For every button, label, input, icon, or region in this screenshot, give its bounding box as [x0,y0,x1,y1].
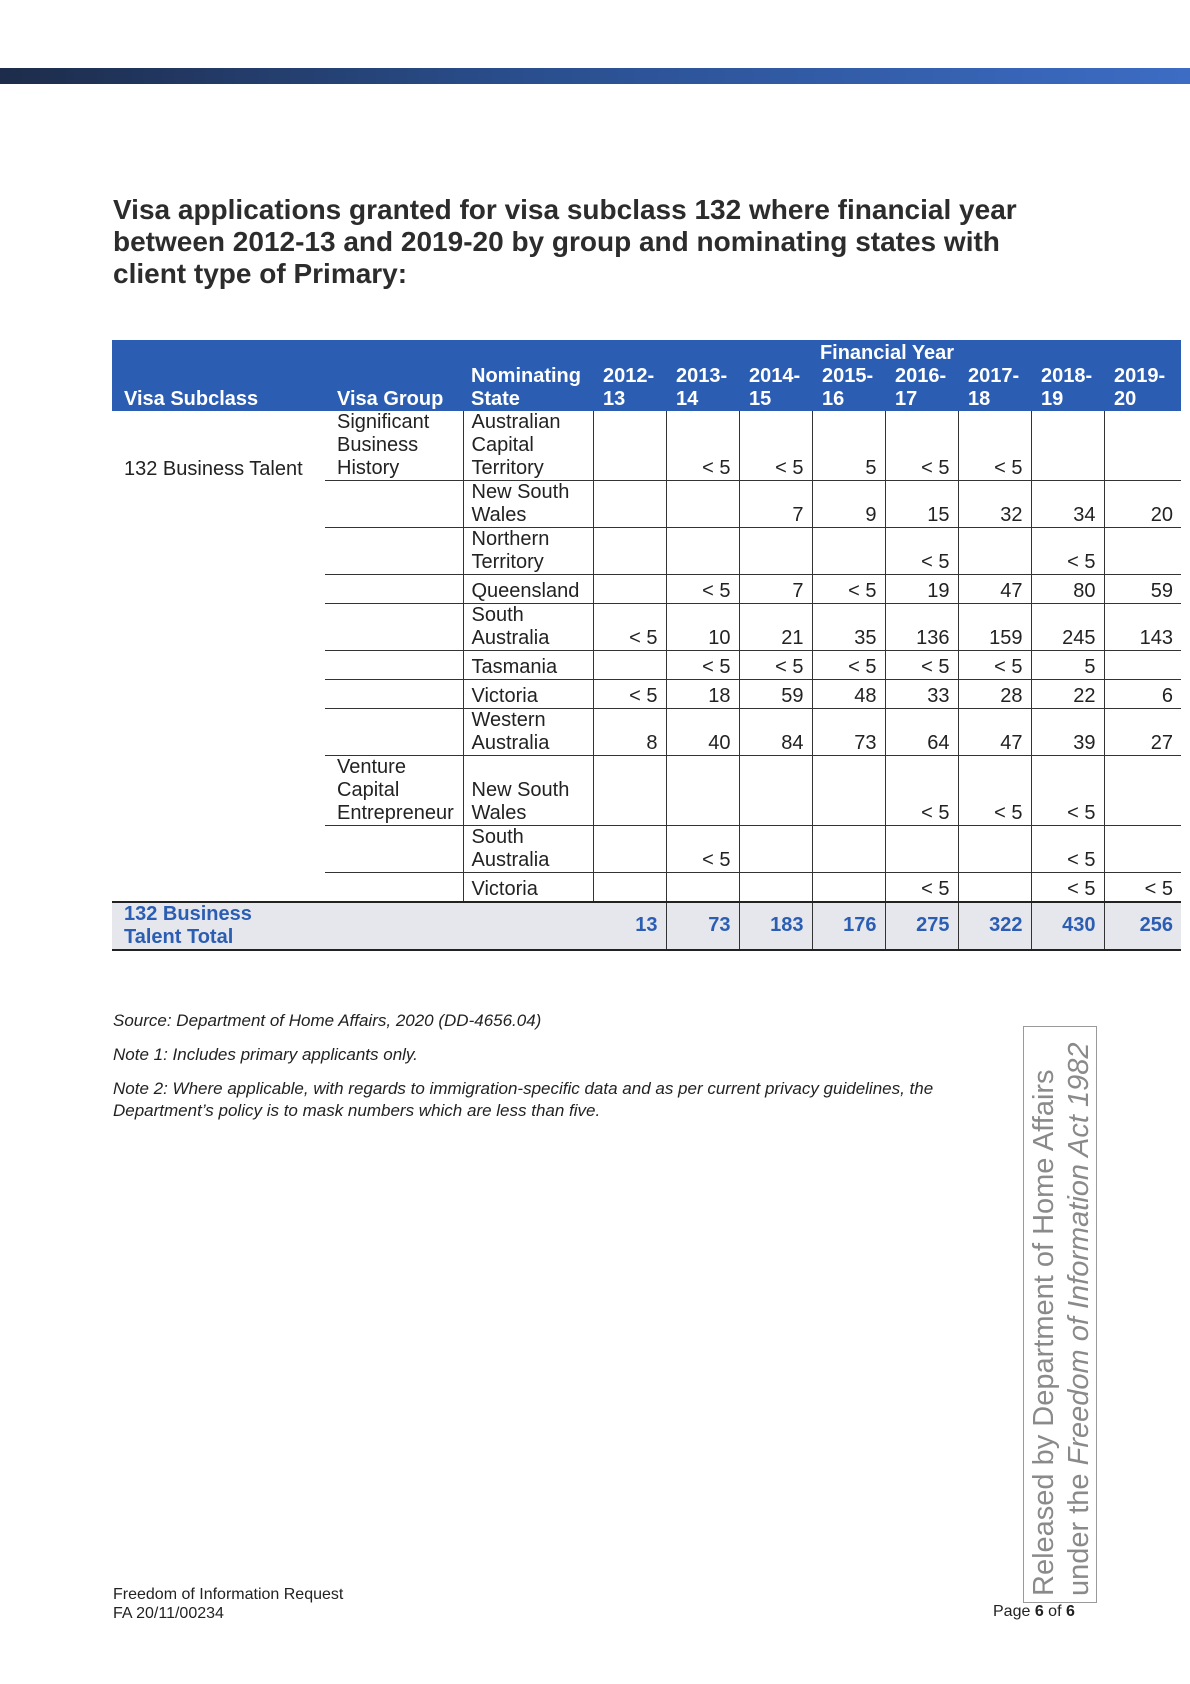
value-cell: 80 [1031,575,1104,604]
value-cell [593,411,666,481]
value-cell: 40 [666,709,739,756]
table-row [112,826,1181,873]
value-cell: 245 [1031,604,1104,651]
total-label-text: 132 Business Talent Total [124,902,252,948]
value-cell: 7 [739,481,812,528]
value-cell [812,756,885,826]
year-header: 2019-20 [1104,365,1181,411]
value-cell [958,528,1031,575]
value-cell: 9 [812,481,885,528]
value-cell: 21 [739,604,812,651]
value-cell [1104,528,1181,575]
visa-group-cell: Significant Business History [325,411,463,481]
total-value-cell: 73 [666,902,739,950]
total-value-cell: 183 [739,902,812,950]
year-header: 2012-13 [593,365,666,411]
value-cell [739,756,812,826]
value-cell: < 5 [958,756,1031,826]
value-cell [812,826,885,873]
nominating-state-cell: Australian Capital Territory [463,411,593,481]
value-cell [958,873,1031,902]
nominating-state-cell: Queensland [463,575,593,604]
value-cell: < 5 [1031,873,1104,902]
value-cell: < 5 [885,756,958,826]
value-cell [958,826,1031,873]
total-value-cell: 430 [1031,902,1104,950]
note-1: Note 1: Includes primary applicants only. [113,1045,418,1064]
year-header: 2017-18 [958,365,1031,411]
value-cell [666,756,739,826]
nominating-state-cell: Victoria [463,680,593,709]
value-cell: 15 [885,481,958,528]
value-cell: < 5 [666,411,739,481]
visa-subclass-cell [112,756,325,826]
value-cell: < 5 [885,651,958,680]
value-cell: < 5 [739,651,812,680]
total-row [112,902,1181,950]
value-cell [739,873,812,902]
value-cell [1104,756,1181,826]
value-cell: < 5 [666,651,739,680]
total-value-cell: 256 [1104,902,1181,950]
note-2: Note 2: Where applicable, with regards to immigration-specific data and as per current privacy guidelines, the Department’s policy is to mask numbers which are less than five. [113,1079,934,1120]
top-banner-bar [0,68,1190,84]
value-cell [1104,411,1181,481]
table-row [112,411,1181,481]
total-label [112,902,593,950]
visa-subclass-cell [112,873,325,902]
nominating-state-cell: Western Australia [463,709,593,756]
value-cell [812,873,885,902]
value-cell: < 5 [885,873,958,902]
value-cell: 48 [812,680,885,709]
value-cell: 27 [1104,709,1181,756]
value-cell: < 5 [958,651,1031,680]
visa-subclass-cell [112,575,325,604]
nominating-state-cell: Tasmania [463,651,593,680]
value-cell: 28 [958,680,1031,709]
value-cell: 34 [1031,481,1104,528]
visa-subclass-cell [112,528,325,575]
visa-group-cell [325,528,463,575]
value-cell: < 5 [1031,756,1104,826]
visa-group-cell [325,651,463,680]
value-cell: 47 [958,709,1031,756]
value-cell: 136 [885,604,958,651]
visa-group-cell [325,575,463,604]
total-value-cell: 13 [593,902,666,950]
page-heading: Visa applications granted for visa subclass 132 where financial year between 2012-13 and 2019-20 by group and nominating states with client type of Primary: [113,194,1017,289]
footer-request-number: FA 20/11/00234 [113,1605,224,1622]
value-cell: 18 [666,680,739,709]
visa-group-header: Visa Group [325,365,463,411]
value-cell: 59 [739,680,812,709]
visa-grants-table [112,340,1181,951]
value-cell [1031,411,1104,481]
value-cell: 35 [812,604,885,651]
value-cell: 32 [958,481,1031,528]
value-cell: 73 [812,709,885,756]
value-cell [1104,826,1181,873]
value-cell [593,481,666,528]
value-cell [593,528,666,575]
value-cell: < 5 [1031,826,1104,873]
financial-year-header: Financial Year [593,340,1181,365]
nominating-state-cell: Northern Territory [463,528,593,575]
value-cell: 20 [1104,481,1181,528]
table-row [112,873,1181,902]
value-cell: 8 [593,709,666,756]
visa-subclass-header: Visa Subclass [112,365,325,411]
value-cell: < 5 [739,411,812,481]
nominating-state-header: Nominating State [463,365,593,411]
year-header: 2014-15 [739,365,812,411]
value-cell: < 5 [666,826,739,873]
table-row [112,528,1181,575]
value-cell: < 5 [593,680,666,709]
value-cell: < 5 [812,575,885,604]
value-cell [593,575,666,604]
table-row [112,756,1181,826]
value-cell: 7 [739,575,812,604]
value-cell: 47 [958,575,1031,604]
year-header: 2015-16 [812,365,885,411]
footer-reference [113,1585,343,1623]
value-cell: 84 [739,709,812,756]
value-cell [739,528,812,575]
notes-section [113,1010,993,1134]
value-cell [812,528,885,575]
value-cell: < 5 [1104,873,1181,902]
nominating-state-cell: South Australia [463,604,593,651]
visa-group-cell [325,481,463,528]
value-cell [739,826,812,873]
value-cell: < 5 [885,528,958,575]
value-cell [593,651,666,680]
visa-group-cell: Venture Capital Entrepreneur [325,756,463,826]
value-cell: < 5 [666,575,739,604]
value-cell: 5 [1031,651,1104,680]
total-value-cell: 275 [885,902,958,950]
table-row [112,481,1181,528]
visa-subclass-cell: 132 Business Talent [124,457,303,480]
value-cell [593,826,666,873]
year-header: 2018-19 [1031,365,1104,411]
nominating-state-cell: Victoria [463,873,593,902]
table-row [112,680,1181,709]
value-cell: 19 [885,575,958,604]
value-cell: 22 [1031,680,1104,709]
value-cell [593,756,666,826]
value-cell: 159 [958,604,1031,651]
visa-group-cell [325,680,463,709]
visa-subclass-cell [112,680,325,709]
table-row [112,575,1181,604]
value-cell: < 5 [885,411,958,481]
visa-subclass-cell [112,826,325,873]
value-cell: < 5 [593,604,666,651]
value-cell [593,873,666,902]
visa-subclass-cell [112,604,325,651]
year-header: 2016-17 [885,365,958,411]
source-note: Source: Department of Home Affairs, 2020 (DD-4656.04) [113,1011,542,1030]
visa-subclass-cell [112,709,325,756]
value-cell [666,481,739,528]
value-cell: 143 [1104,604,1181,651]
year-header: 2013-14 [666,365,739,411]
value-cell [885,826,958,873]
visa-group-cell [325,604,463,651]
value-cell: 64 [885,709,958,756]
table-row [112,651,1181,680]
value-cell [1104,651,1181,680]
release-stamp [1027,1043,1097,1596]
value-cell: 59 [1104,575,1181,604]
value-cell: < 5 [1031,528,1104,575]
value-cell: 39 [1031,709,1104,756]
visa-group-cell [325,709,463,756]
value-cell: 5 [812,411,885,481]
value-cell: 33 [885,680,958,709]
nominating-state-cell: New South Wales [463,481,593,528]
visa-group-cell [325,873,463,902]
nominating-state-cell: South Australia [463,826,593,873]
visa-group-cell [325,826,463,873]
page-number: Page 6 of 6 [993,1603,1075,1620]
total-value-cell: 322 [958,902,1031,950]
table-row [112,604,1181,651]
value-cell [666,528,739,575]
visa-subclass-cell [112,651,325,680]
value-cell [666,873,739,902]
total-value-cell: 176 [812,902,885,950]
nominating-state-cell: New South Wales [463,756,593,826]
value-cell: < 5 [812,651,885,680]
table-row [112,709,1181,756]
value-cell: 6 [1104,680,1181,709]
value-cell: 10 [666,604,739,651]
release-stamp-line2: under the Freedom of Information Act 1982 [1063,1042,1095,1596]
footer-request-label: Freedom of Information Request [113,1586,344,1603]
release-stamp-line1: Released by Department of Home Affairs [1028,1069,1060,1596]
value-cell: < 5 [958,411,1031,481]
visa-subclass-cell [112,481,325,528]
